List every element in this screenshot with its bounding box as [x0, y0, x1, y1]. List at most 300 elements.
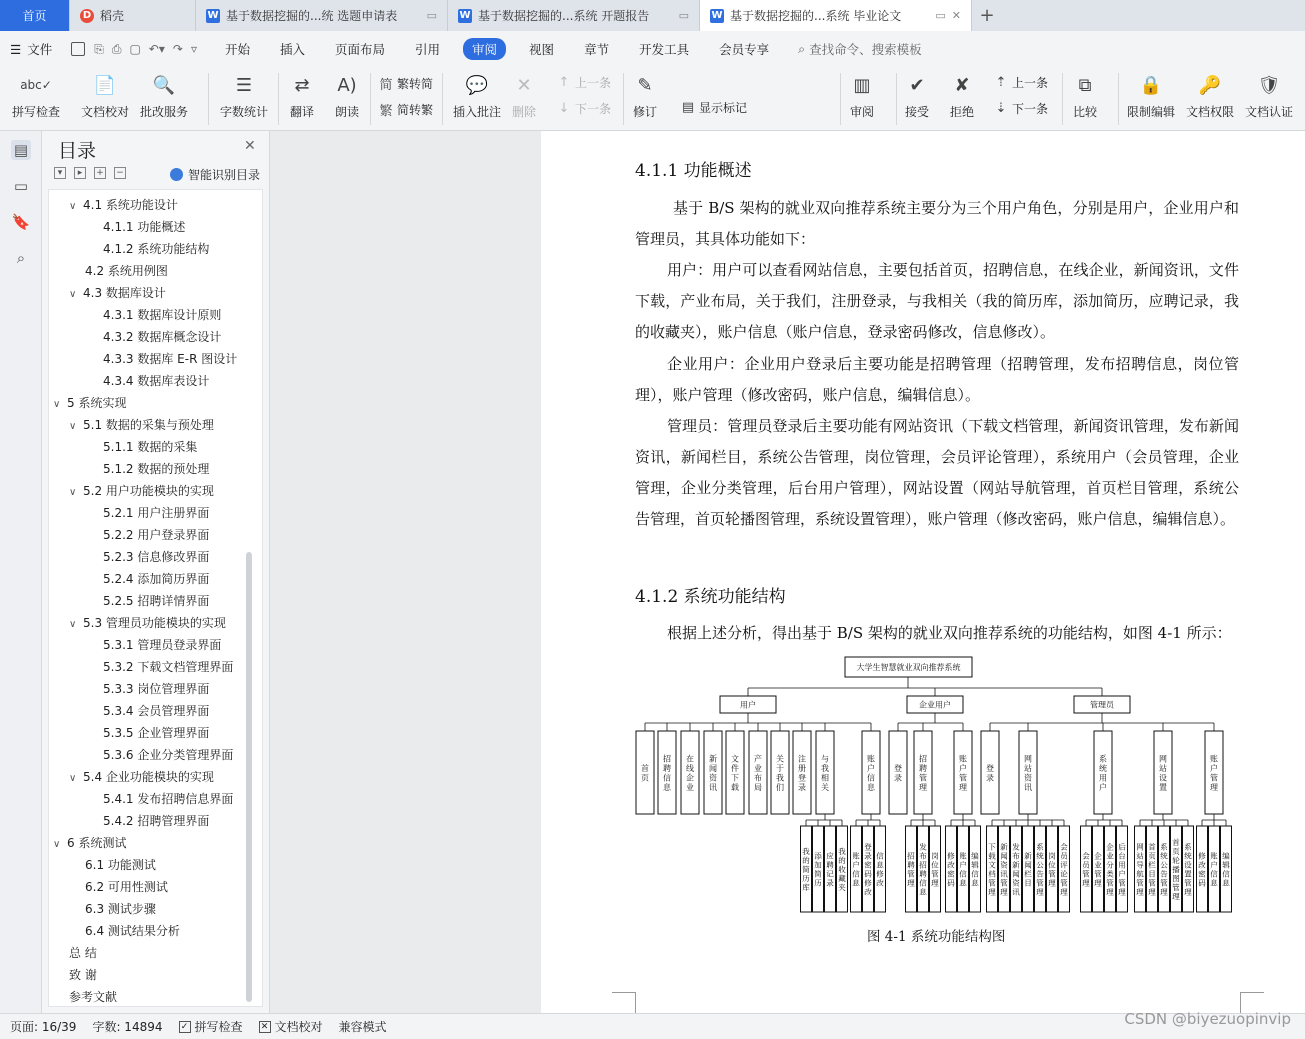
diagram-leaf-char: 管 [1148, 878, 1156, 888]
toc-item[interactable] [53, 394, 249, 411]
menu-review[interactable]: 审阅 [463, 38, 506, 60]
menu-start[interactable]: 开始 [224, 42, 250, 57]
toc-item-label: 5.2 用户功能模块的实现 [83, 484, 214, 498]
diagram-node-char: 网 [1024, 754, 1032, 764]
word-count-icon: ☰ [235, 74, 253, 96]
next-comment-button[interactable] [556, 100, 611, 117]
toc-item[interactable] [85, 878, 249, 895]
figure-caption: 图 4-1 系统功能结构图 [867, 929, 1006, 945]
diagram-node-char: 录 [894, 773, 902, 783]
doc-permission-button[interactable] [1186, 71, 1234, 120]
ribbon-separator [623, 73, 624, 125]
diagram-node-char: 资 [709, 773, 717, 783]
expand-chevron-icon[interactable]: ∨ [53, 399, 61, 410]
diagram-leaf-char: 理 [907, 878, 915, 888]
diagram-leaf-char: 下 [988, 842, 996, 852]
tab-home[interactable] [0, 0, 70, 31]
proof-icon: ✕ [259, 1021, 271, 1033]
toc-item[interactable] [103, 812, 249, 829]
file-menu-label: 文件 [27, 42, 53, 57]
doc-proof-button[interactable] [81, 71, 129, 120]
toc-item[interactable] [103, 658, 249, 675]
toc-item-label: 6.1 功能测试 [85, 858, 156, 872]
toc-item-label: 5.3.4 会员管理界面 [103, 704, 210, 718]
restrict-edit-button[interactable] [1127, 71, 1175, 120]
export-icon[interactable]: ⎘ [94, 41, 104, 56]
command-search-placeholder: 查找命令、搜索模板 [809, 42, 922, 57]
diagram-leaf-char: 理 [1118, 887, 1126, 897]
smart-toc-icon [170, 168, 183, 181]
accept-button[interactable] [904, 71, 930, 120]
smart-toc-label: 智能识别目录 [188, 168, 261, 182]
diagram-leaf-char: 会 [1082, 851, 1090, 861]
next-comment-label: 下一条 [575, 102, 612, 116]
diagram-leaf-char: 理 [1048, 878, 1056, 888]
toc-item[interactable] [103, 350, 249, 367]
toc-item[interactable] [103, 680, 249, 697]
diagram-leaf-char: 员 [1060, 851, 1068, 861]
diagram-leaf-char: 闻 [1000, 851, 1008, 861]
status-spell-check[interactable] [179, 1018, 243, 1035]
menu-layout[interactable]: 页面布局 [335, 42, 386, 57]
show-markup-button[interactable] [680, 99, 747, 116]
diagram-leaf-char: 资 [1012, 878, 1020, 888]
diagram-leaf-char: 理 [1172, 892, 1180, 901]
toc-item[interactable] [103, 218, 249, 235]
diagram-leaf-char: 管 [1172, 883, 1180, 892]
writer-doc-icon: W [207, 10, 219, 21]
quick-access-more-icon[interactable]: ▿ [190, 42, 197, 56]
insert-comment-label: 插入批注 [453, 105, 502, 119]
diagram-leaf-char: 息 [971, 878, 979, 888]
toc-item[interactable] [53, 834, 249, 851]
tab-doc-2[interactable] [448, 0, 700, 31]
diagram-leaf-char: 理 [1148, 887, 1156, 897]
insert-comment-icon: 💬 [465, 74, 489, 96]
diagram-node-char: 件 [731, 764, 739, 773]
diagram-leaf-char: 布 [1012, 851, 1020, 861]
diagram-leaf-char: 管 [1184, 878, 1192, 888]
diagram-leaf-char: 首 [1148, 842, 1156, 852]
simp-to-trad-label: 简转繁 [397, 103, 434, 117]
toc-item[interactable] [85, 900, 249, 917]
remove-heading-icon[interactable]: − [114, 167, 126, 179]
diagram-node-char: 在 [686, 754, 694, 764]
toc-item[interactable] [103, 306, 249, 323]
trad-to-simp-button[interactable] [378, 74, 433, 93]
diagram-leaf-char: 播 [1172, 865, 1180, 874]
ribbon-separator [278, 73, 279, 125]
toc-item[interactable] [103, 240, 249, 257]
diagram-leaf-char: 航 [1136, 869, 1144, 879]
diagram-node-char: 统 [1099, 764, 1107, 773]
toc-item-label: 4.1 系统功能设计 [83, 198, 178, 212]
diagram-node-char: 讯 [709, 783, 717, 792]
expand-chevron-icon[interactable]: ∨ [53, 839, 61, 850]
diagram-leaf-char: 的 [802, 856, 810, 865]
diagram-leaf-char: 管 [1036, 878, 1044, 888]
menu-devtools[interactable]: 开发工具 [639, 42, 690, 57]
tab-doc-3-active[interactable] [700, 0, 972, 31]
diagram-node-char: 产 [754, 754, 762, 764]
diagram-node-char: 布 [754, 773, 762, 783]
function-structure-diagram [630, 652, 1242, 918]
diagram-leaf-char: 业 [1094, 860, 1102, 870]
read-aloud-button[interactable] [334, 71, 360, 120]
tab-daoke[interactable] [70, 0, 196, 31]
toc-item[interactable] [103, 570, 249, 587]
toc-item-label: 5.3.6 企业分类管理界面 [103, 748, 234, 762]
file-menu[interactable] [10, 40, 52, 58]
expand-chevron-icon[interactable]: ∨ [69, 201, 77, 212]
diagram-node-char: 户 [1099, 783, 1107, 792]
diagram-node-char: 讯 [1024, 783, 1032, 792]
toc-item[interactable] [103, 636, 249, 653]
reject-icon: ✘ [954, 74, 970, 96]
word-count[interactable]: 字数: 14894 [92, 1020, 163, 1034]
diagram-leaf-char: 管 [1082, 869, 1090, 879]
save-icon[interactable] [71, 42, 85, 56]
toc-item-label: 5.4.2 招聘管理界面 [103, 814, 210, 828]
expand-chevron-icon[interactable]: ∨ [69, 421, 77, 432]
diagram-leaf-char: 库 [802, 883, 810, 892]
diagram-leaf-char: 网 [1136, 842, 1144, 852]
reject-button[interactable] [949, 71, 975, 120]
diagram-leaf-char: 会 [1060, 842, 1068, 852]
diagram-leaf-char: 管 [1160, 878, 1168, 888]
compare-label: 比较 [1072, 105, 1097, 119]
diagram-node-char: 业 [686, 783, 694, 792]
toc-item-label: 5.4.1 发布招聘信息界面 [103, 792, 234, 806]
toc-item[interactable] [69, 966, 249, 983]
menu-insert[interactable]: 插入 [279, 42, 305, 57]
toc-item-label: 5.3.1 管理员登录界面 [103, 638, 222, 652]
diagram-leaf-char: 理 [1160, 887, 1168, 897]
prev-comment-label: 上一条 [575, 76, 612, 90]
tab-close-icon[interactable]: ✕ [951, 9, 961, 22]
toc-item[interactable] [85, 856, 249, 873]
diagram-leaf-char: 论 [1060, 869, 1068, 879]
ribbon-separator [208, 73, 209, 125]
toc-item[interactable] [103, 592, 249, 609]
toc-item[interactable] [103, 548, 249, 565]
expand-chevron-icon[interactable]: ∨ [69, 619, 77, 630]
diagram-leaf-char: 聘 [919, 869, 927, 879]
diagram-node-char: 账 [959, 754, 967, 764]
new-tab-plus-icon[interactable]: + [979, 5, 995, 26]
diagram-leaf-char: 统 [1036, 851, 1044, 861]
review-pane-button[interactable] [849, 71, 875, 120]
print-icon[interactable]: ⎙ [111, 41, 122, 56]
accept-label: 接受 [904, 105, 929, 119]
diagram-leaf-char: 管 [931, 869, 939, 879]
prev-change-icon: ⇡ [995, 75, 1007, 90]
diagram-leaf-char: 信 [971, 869, 979, 879]
review-ribbon [0, 67, 1305, 131]
expand-all-icon[interactable]: ▾ [54, 167, 66, 179]
next-change-button[interactable] [993, 100, 1048, 117]
toc-item[interactable] [69, 768, 249, 785]
diagram-leaf-char: 息 [959, 878, 967, 888]
diagram-node-char: 聘 [663, 764, 671, 773]
diagram-leaf-char: 新 [1024, 851, 1032, 861]
diagram-leaf-char: 管 [1094, 869, 1102, 879]
diagram-node-char: 于 [776, 764, 784, 773]
diagram-leaf-char: 修 [947, 851, 955, 861]
diagram-leaf-char: 简 [802, 865, 810, 874]
diagram-leaf-char: 夹 [838, 883, 846, 892]
diagram-node-char: 息 [867, 783, 875, 792]
toc-item-label: 4.2 系统用例图 [85, 264, 168, 278]
diagram-leaf-char: 改 [876, 878, 884, 888]
prev-comment-button[interactable] [556, 74, 611, 91]
toc-item[interactable] [69, 944, 249, 961]
toc-pane-icon[interactable]: ▤ [11, 140, 31, 160]
diagram-leaf-char: 公 [1036, 860, 1044, 870]
diagram-leaf-char: 文 [988, 860, 996, 870]
diagram-node-char: 业 [754, 764, 762, 773]
diagram-leaf-char: 招 [919, 860, 927, 870]
diagram-leaf-char: 图 [1172, 874, 1180, 883]
command-search[interactable] [798, 40, 922, 58]
diagram-node-char: 招 [919, 754, 927, 764]
doc-cert-button[interactable] [1245, 71, 1293, 120]
simp-to-trad-button[interactable] [378, 100, 433, 119]
diagram-node-char: 页 [641, 773, 649, 783]
tab-pin-icon[interactable]: ▭ [935, 9, 946, 22]
collapse-all-icon[interactable]: ▸ [74, 167, 86, 179]
diagram-leaf-char: 录 [864, 851, 872, 861]
diagram-node-char: 局 [754, 783, 762, 792]
diagram-leaf-char: 聘 [907, 860, 915, 870]
diagram-leaf-char: 历 [802, 874, 810, 883]
diagram-leaf-char: 管 [1106, 878, 1114, 888]
menu-reference[interactable]: 引用 [415, 42, 441, 57]
diagram-leaf-char: 分 [1106, 860, 1114, 870]
search-icon[interactable]: ⌕ [16, 249, 26, 267]
toc-item-label: 5.2.1 用户注册界面 [103, 506, 210, 520]
diagram-node-char: 管 [1210, 773, 1218, 783]
toc-item[interactable] [85, 922, 249, 939]
diagram-leaf-char: 辑 [971, 860, 979, 870]
add-heading-icon[interactable]: + [94, 167, 106, 179]
diagram-leaf-char: 理 [1106, 887, 1114, 897]
diagram-leaf-char: 置 [1184, 869, 1192, 879]
toc-item-label: 5.2.4 添加简历界面 [103, 572, 210, 586]
hamburger-icon: ☰ [10, 41, 22, 57]
track-changes-button[interactable] [632, 71, 658, 120]
diagram-leaf-char: 统 [1184, 851, 1192, 861]
toc-item[interactable] [103, 372, 249, 389]
diagram-leaf-char: 资 [1000, 860, 1008, 870]
checkbox-icon: ✓ [179, 1021, 191, 1033]
menu-member[interactable]: 会员专享 [719, 42, 770, 57]
expand-chevron-icon[interactable]: ∨ [69, 289, 77, 300]
word-count-button[interactable] [220, 71, 268, 120]
ribbon-separator [370, 73, 371, 125]
diagram-node-char: 登 [798, 773, 806, 783]
toc-scrollbar[interactable] [246, 552, 252, 1002]
diagram-leaf-char: 理 [1082, 878, 1090, 888]
delete-comment-button[interactable] [511, 71, 537, 120]
diagram-leaf-char: 理 [1136, 887, 1144, 897]
menu-view[interactable]: 视图 [529, 42, 555, 57]
redo-icon[interactable]: ↷ [172, 42, 183, 56]
chapter-nav-icon[interactable]: ▭ [13, 177, 29, 195]
toc-item[interactable] [69, 196, 249, 213]
diagram-leaf-char: 讯 [1012, 887, 1020, 897]
trad-to-simp-label: 繁转简 [397, 77, 434, 91]
diagram-leaf-char: 系 [1184, 842, 1192, 852]
diagram-leaf-char: 管 [1118, 878, 1126, 888]
diagram-root-label: 大学生智慧就业双向推荐系统 [856, 663, 961, 672]
toc-item[interactable] [69, 988, 249, 1005]
toc-item[interactable] [103, 328, 249, 345]
diagram-leaf-char: 类 [1106, 869, 1114, 879]
toc-item-label: 4.3.1 数据库设计原则 [103, 308, 222, 322]
ribbon-separator [896, 73, 897, 125]
toc-item[interactable] [103, 504, 249, 521]
batch-service-button[interactable] [140, 71, 188, 120]
diagram-leaf-char: 统 [1160, 851, 1168, 861]
toc-item[interactable] [69, 614, 249, 631]
toc-item[interactable] [103, 724, 249, 741]
diagram-node-char: 载 [731, 783, 739, 792]
toc-item[interactable] [69, 482, 249, 499]
diagram-node-char: 录 [986, 773, 994, 783]
preview-icon[interactable]: ▢ [129, 42, 141, 56]
toc-item[interactable] [69, 284, 249, 301]
toc-item[interactable] [103, 460, 249, 477]
toc-title: 目录 [58, 140, 97, 162]
toc-item-label: 5.1 数据的采集与预处理 [83, 418, 214, 432]
diagram-node-char: 新 [709, 754, 717, 764]
insert-comment-button[interactable] [453, 71, 501, 120]
show-markup-label: 显示标记 [699, 101, 748, 115]
toc-item[interactable] [103, 438, 249, 455]
prev-change-button[interactable] [993, 74, 1048, 91]
ribbon-separator [1118, 73, 1119, 125]
diagram-leaf-char: 户 [959, 860, 967, 870]
diagram-leaf-char: 理 [931, 878, 939, 888]
expand-chevron-icon[interactable]: ∨ [69, 487, 77, 498]
diagram-leaf-char: 账 [852, 851, 860, 861]
diagram-leaf-char: 员 [1082, 860, 1090, 870]
bookmark-icon[interactable]: 🔖 [11, 213, 31, 231]
diagram-leaf-char: 站 [1136, 851, 1144, 861]
toc-item-label: 5.2.2 用户登录界面 [103, 528, 210, 542]
toc-item[interactable] [103, 702, 249, 719]
toc-item-label: 5 系统实现 [67, 396, 127, 410]
close-icon[interactable]: ✕ [244, 138, 256, 154]
diagram-leaf-char: 理 [988, 887, 996, 897]
doc-proof-label: 文档校对 [81, 105, 130, 119]
toc-item[interactable] [103, 746, 249, 763]
spell-check-button[interactable] [12, 71, 60, 120]
track-changes-label: 修订 [632, 105, 657, 119]
tab-pin-icon[interactable]: ▭ [426, 9, 437, 22]
toc-item-label: 6.4 测试结果分析 [85, 924, 180, 938]
diagram-node-char: 关 [776, 754, 784, 764]
diagram-leaf-char: 息 [876, 860, 884, 870]
smart-toc-button[interactable] [170, 166, 260, 183]
diagram-leaf-char: 户 [1210, 860, 1218, 870]
diagram-leaf-char: 修 [864, 878, 872, 888]
spell-check-icon: abc✓ [20, 78, 52, 92]
toc-item-label: 5.4 企业功能模块的实现 [83, 770, 214, 784]
compare-icon: ⧉ [1078, 74, 1092, 96]
paragraph-enterprise: 企业用户：企业用户登录后主要功能是招聘管理（招聘管理，发布招聘信息，岗位管理），账户管理（修改密码，账户信息，编辑信息）。 [635, 355, 1239, 404]
diagram-leaf-char: 编 [971, 851, 979, 861]
toc-item[interactable] [69, 416, 249, 433]
read-aloud-label: 朗读 [334, 105, 359, 119]
diagram-node-char: 关 [821, 783, 829, 792]
toc-item[interactable] [85, 262, 249, 279]
diagram-leaf-char: 密 [864, 860, 872, 870]
page-indicator[interactable]: 页面: 16/39 [10, 1020, 77, 1034]
diagram-leaf-char: 企 [1094, 851, 1102, 861]
menu-bar [0, 31, 1305, 67]
daoke-icon: D [80, 9, 94, 23]
tab-pin-icon[interactable]: ▭ [678, 9, 689, 22]
diagram-leaf-char: 后 [1118, 842, 1126, 852]
diagram-leaf-char: 企 [1106, 842, 1114, 852]
spell-check-label: 拼写检查 [12, 105, 61, 119]
diagram-leaf-char: 理 [1060, 887, 1068, 897]
diagram-node-char: 册 [798, 764, 806, 773]
doc-permission-label: 文档权限 [1186, 105, 1235, 119]
diagram-node-char: 账 [1210, 754, 1218, 764]
status-doc-proof[interactable] [259, 1018, 323, 1035]
expand-chevron-icon[interactable]: ∨ [69, 773, 77, 784]
toc-item[interactable] [103, 526, 249, 543]
diagram-leaf-char: 岗 [931, 851, 939, 861]
diagram-leaf-char: 登 [864, 842, 872, 852]
diagram-leaf-char: 管 [1000, 878, 1008, 888]
diagram-node-char: 企 [686, 773, 694, 783]
toc-item-label: 4.3.3 数据库 E-R 图设计 [103, 352, 238, 366]
diagram-leaf-char: 首 [1172, 838, 1180, 847]
status-spell-label: 拼写检查 [194, 1020, 243, 1034]
menu-chapter[interactable]: 章节 [584, 42, 610, 57]
diagram-leaf-char: 闻 [1024, 860, 1032, 870]
toc-item-label: 5.3.3 岗位管理界面 [103, 682, 210, 696]
diagram-leaf-char: 告 [1160, 869, 1168, 879]
tab-doc-1[interactable] [196, 0, 448, 31]
diagram-node-char: 户 [959, 764, 967, 773]
diagram-leaf-char: 息 [919, 887, 927, 897]
diagram-node-char: 文 [731, 754, 739, 764]
diagram-leaf-char: 位 [1048, 860, 1056, 870]
diagram-role-label: 企业用户 [919, 700, 951, 710]
diagram-leaf-char: 密 [947, 869, 955, 879]
track-changes-icon: ✎ [637, 74, 653, 96]
undo-icon[interactable]: ↶▾ [148, 42, 165, 56]
toc-item[interactable] [103, 790, 249, 807]
diagram-node-char: 闻 [709, 764, 717, 773]
toc-item-label: 参考文献 [69, 990, 118, 1004]
diagram-node-char: 们 [776, 783, 784, 792]
diagram-leaf-char: 设 [1184, 860, 1192, 870]
translate-button[interactable] [289, 71, 315, 120]
diagram-node-char: 登 [894, 764, 902, 773]
diagram-node-char: 理 [919, 783, 927, 792]
compare-button[interactable] [1072, 71, 1098, 120]
toc-item-label: 4.3.4 数据库表设计 [103, 374, 210, 388]
search-icon: ⌕ [798, 41, 806, 56]
diagram-leaf-char: 信 [1210, 869, 1218, 879]
diagram-leaf-char: 载 [988, 851, 996, 861]
